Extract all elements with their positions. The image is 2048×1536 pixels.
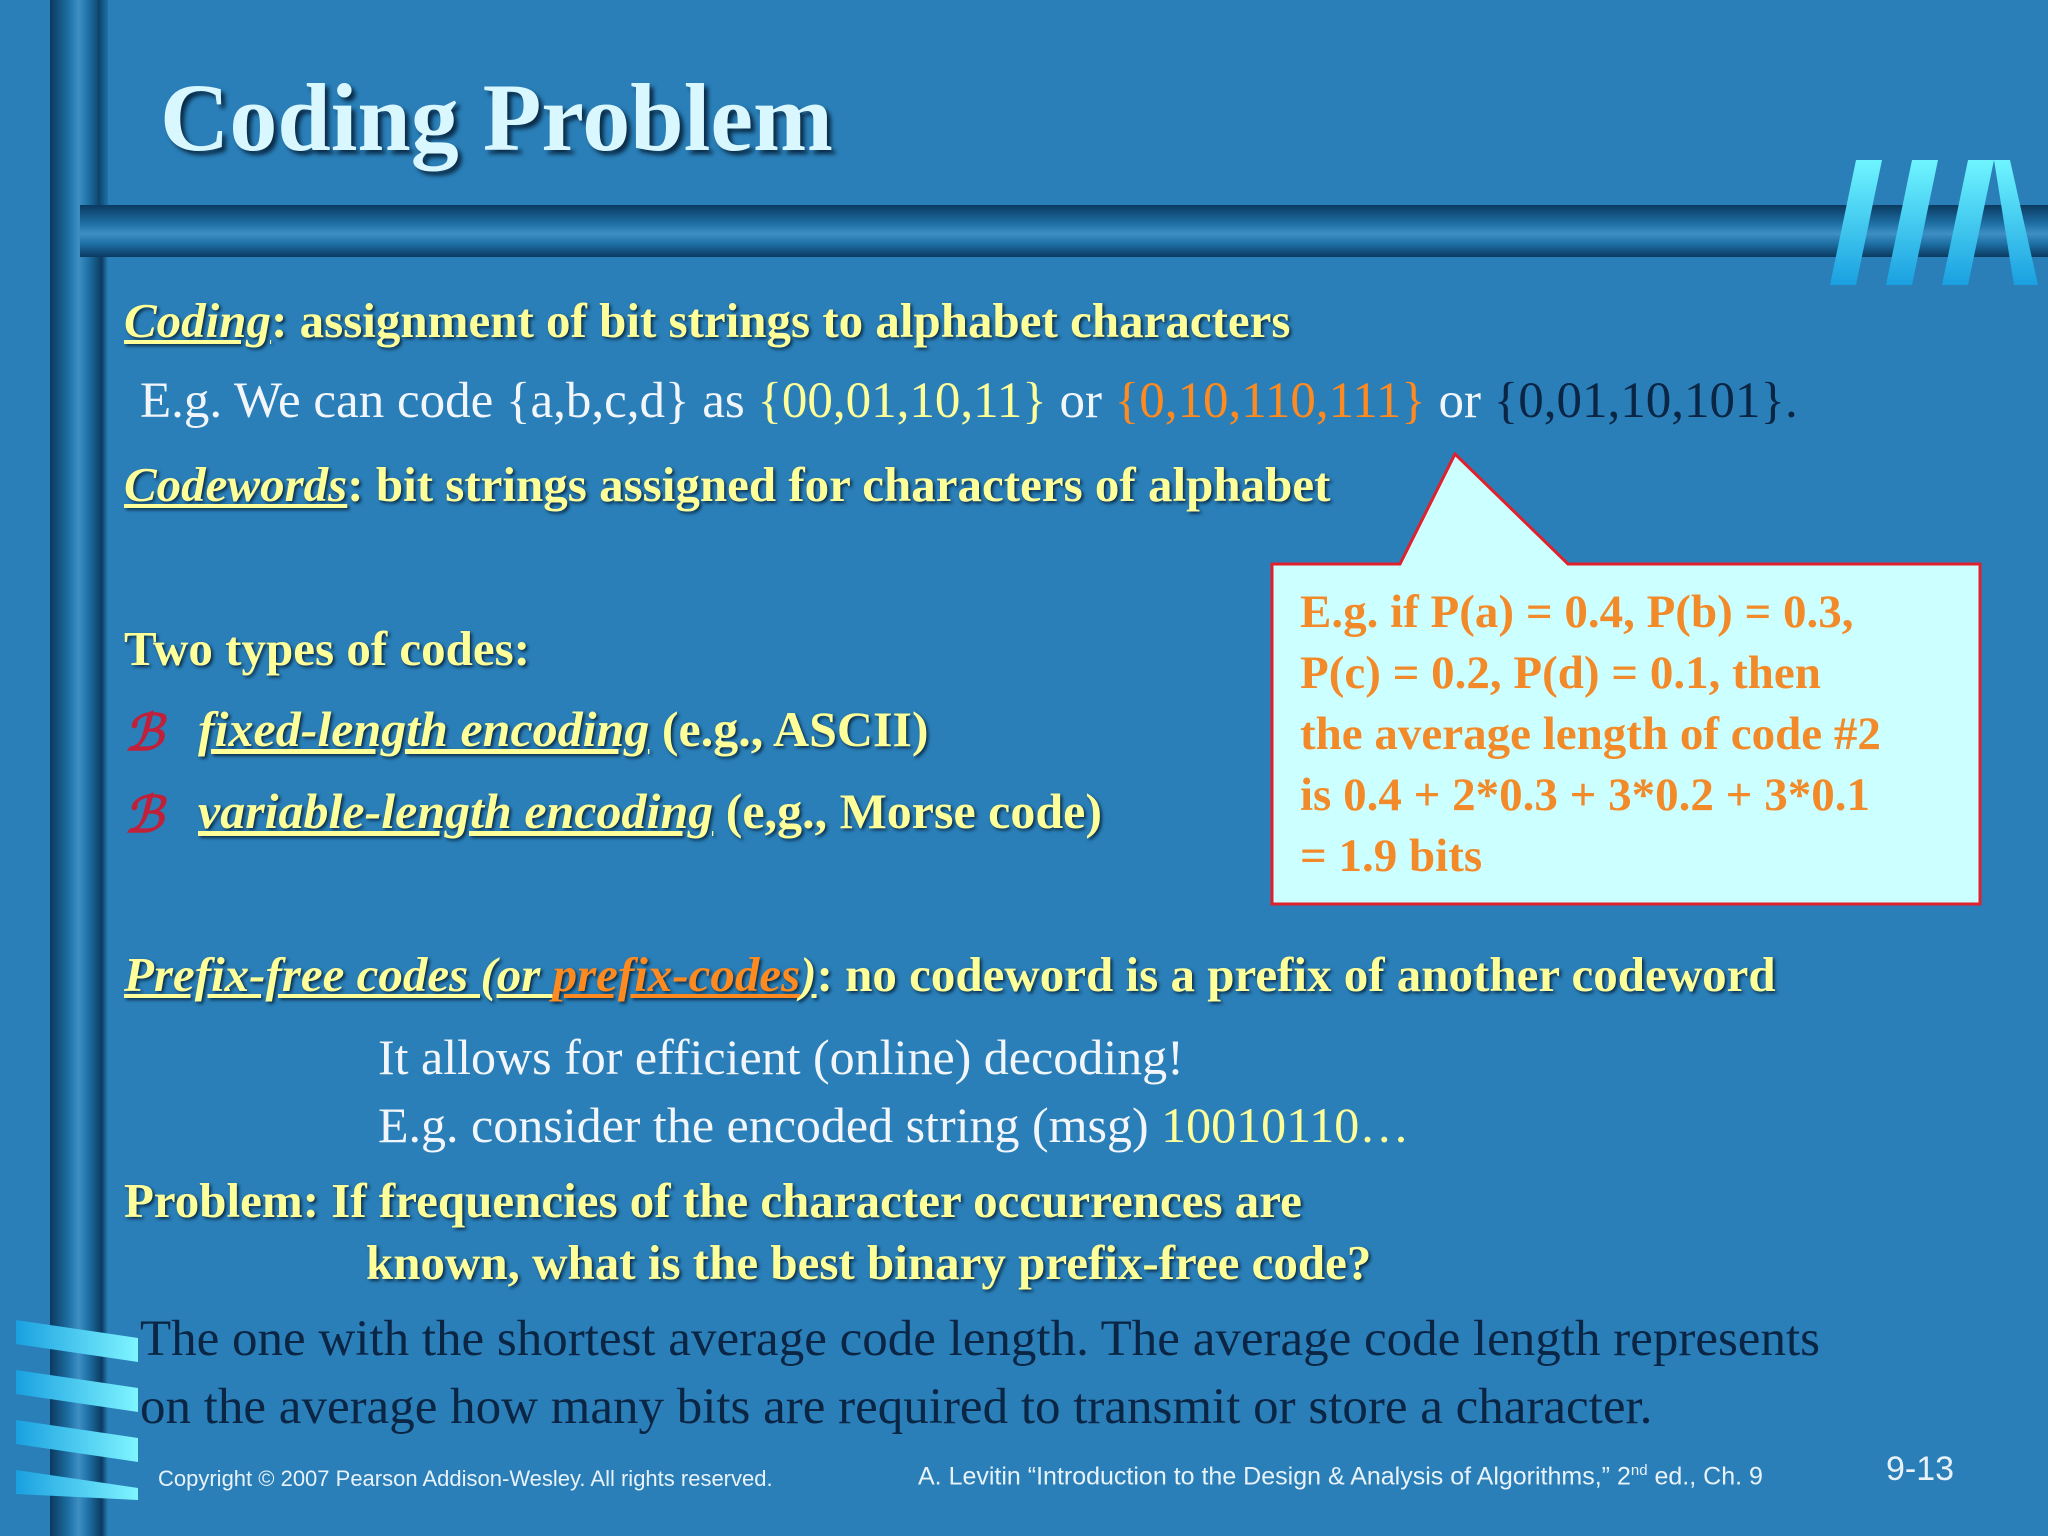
copyright-notice: Copyright © 2007 Pearson Addison-Wesley. All rights reserved. <box>158 1466 773 1491</box>
prefix-free-term: Prefix-free codes (or <box>124 947 553 1002</box>
citation-ordinal: nd <box>1630 1462 1648 1479</box>
prefix-free-description: : no codeword is a prefix of another codeword <box>816 947 1776 1002</box>
bullet-fixed-length <box>198 700 929 758</box>
slide-title: Coding Problem <box>160 64 833 171</box>
frame-horizontal-bar <box>80 205 2048 257</box>
callout-text <box>1300 582 1980 887</box>
or-text-1: or <box>1046 373 1115 429</box>
encoded-string-example <box>378 1096 1409 1154</box>
aw-logo-icon <box>1830 160 2040 285</box>
callout-line: = 1.9 bits <box>1300 830 1483 882</box>
callout-line: P(c) = 0.2, P(d) = 0.1, then <box>1300 647 1821 699</box>
code-example-1: {00,01,10,11} <box>757 373 1047 429</box>
callout-line: is 0.4 + 2*0.3 + 3*0.2 + 3*0.1 <box>1300 769 1870 821</box>
answer-line-1: The one with the shortest average code length. The average code length represents <box>140 1311 1820 1367</box>
encoded-message: 10010110… <box>1161 1097 1410 1153</box>
two-types-heading: Two types of codes: <box>124 621 531 676</box>
coding-description: : assignment of bit strings to alphabet characters <box>271 293 1291 348</box>
page-number: 9-13 <box>1886 1450 1955 1488</box>
bullet-detail: (e,g., Morse code) <box>713 783 1102 839</box>
bullet-detail: (e.g., ASCII) <box>649 701 929 757</box>
codewords-description: : bit strings assigned for characters of alphabet <box>347 457 1331 512</box>
code-example-2: {0,10,110,111} <box>1114 373 1426 429</box>
code-example-3: {0,01,10,101}. <box>1493 373 1798 429</box>
or-text-2: or <box>1425 373 1494 429</box>
bullet-icon: ℬ <box>124 705 164 761</box>
code-examples-line <box>140 372 1798 430</box>
example-prefix: E.g. We can code {a,b,c,d} as <box>140 373 758 429</box>
bullet-variable-length <box>198 782 1102 840</box>
answer-line-2: on the average how many bits are required to transmit or store a character. <box>140 1379 1653 1435</box>
bullet-term: fixed-length encoding <box>198 701 650 757</box>
coding-definition <box>124 292 1290 349</box>
efficient-decoding-text: It allows for efficient (online) decoding! <box>378 1029 1184 1085</box>
prefix-codes-term: prefix-codes <box>552 947 801 1002</box>
citation-text: A. Levitin “Introduction to the Design & Analysis of Algorithms,” 2 <box>918 1462 1631 1491</box>
callout-line: the average length of code #2 <box>1300 708 1881 760</box>
prefix-free-close: ) <box>800 947 817 1002</box>
bullet-icon: ℬ <box>124 787 164 843</box>
book-citation <box>918 1462 1763 1491</box>
citation-chapter: ed., Ch. 9 <box>1647 1462 1763 1491</box>
codewords-term: Codewords <box>124 457 348 512</box>
problem-line-1: Problem: If frequencies of the character occurrences are <box>124 1173 1302 1228</box>
callout-line: E.g. if P(a) = 0.4, P(b) = 0.3, <box>1300 586 1854 638</box>
bullet-term: variable-length encoding <box>198 783 714 839</box>
prefix-free-definition <box>124 946 1776 1003</box>
problem-line-2: known, what is the best binary prefix-free code? <box>366 1235 1372 1290</box>
coding-term: Coding <box>124 293 272 348</box>
encoded-string-label: E.g. consider the encoded string (msg) <box>378 1097 1162 1153</box>
corner-stripes-icon <box>16 1320 138 1500</box>
codewords-definition <box>124 456 1330 513</box>
